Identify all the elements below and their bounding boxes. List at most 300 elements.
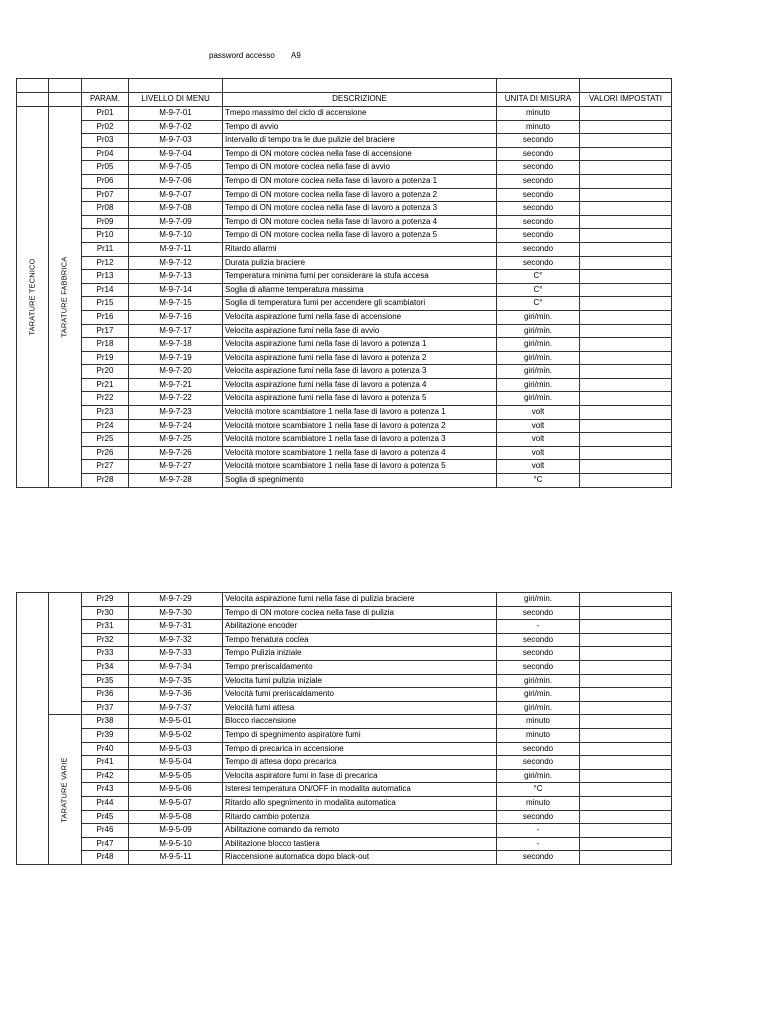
value-cell: [580, 851, 672, 865]
menu-level-cell: M-9-7-04: [129, 147, 223, 161]
param-cell: Pr03: [82, 134, 129, 148]
unit-cell: secondo: [497, 242, 580, 256]
menu-level-cell: M-9-5-04: [129, 756, 223, 770]
description-cell: Tempo di avvio: [223, 120, 497, 134]
table-row: [17, 769, 672, 783]
password-value: A9: [291, 51, 301, 60]
description-cell: Velocita aspirazione fumi nella fase di lavoro a potenza 5: [223, 392, 497, 406]
description-cell: Durata pulizia braciere: [223, 256, 497, 270]
value-cell: [580, 406, 672, 420]
table-row: [17, 742, 672, 756]
unit-cell: secondo: [497, 188, 580, 202]
unit-cell: secondo: [497, 647, 580, 661]
menu-level-cell: M-9-7-25: [129, 433, 223, 447]
menu-level-cell: M-9-7-10: [129, 229, 223, 243]
description-cell: Velocità motore scambiatore 1 nella fase di lavoro a potenza 4: [223, 446, 497, 460]
table-row: [17, 606, 672, 620]
description-cell: Velocita aspirazione fumi nella fase di accensione: [223, 310, 497, 324]
description-cell: Tempo di ON motore coclea nella fase di lavoro a potenza 1: [223, 174, 497, 188]
value-cell: [580, 365, 672, 379]
param-cell: Pr48: [82, 851, 129, 865]
header-spacer: [49, 79, 82, 93]
menu-level-cell: M-9-7-33: [129, 647, 223, 661]
unit-cell: minuto: [497, 120, 580, 134]
group-tarature-fabbrica: [49, 107, 82, 488]
value-cell: [580, 147, 672, 161]
value-cell: [580, 270, 672, 284]
menu-level-cell: M-9-7-22: [129, 392, 223, 406]
description-cell: Velocita aspirazione fumi nella fase di pulizia braciere: [223, 593, 497, 607]
param-cell: Pr09: [82, 215, 129, 229]
value-cell: [580, 188, 672, 202]
menu-level-cell: M-9-7-28: [129, 474, 223, 488]
description-cell: Abilitazione encoder: [223, 620, 497, 634]
description-cell: Velocita aspirazione fumi nella fase di lavoro a potenza 4: [223, 378, 497, 392]
table-row: [17, 242, 672, 256]
unit-cell: giri/min.: [497, 351, 580, 365]
unit-cell: -: [497, 837, 580, 851]
param-cell: Pr06: [82, 174, 129, 188]
unit-cell: minuto: [497, 796, 580, 810]
value-cell: [580, 769, 672, 783]
unit-cell: °C: [497, 474, 580, 488]
value-cell: [580, 297, 672, 311]
unit-cell: °C: [497, 783, 580, 797]
param-cell: Pr40: [82, 742, 129, 756]
unit-cell: giri/min.: [497, 338, 580, 352]
menu-level-cell: M-9-5-01: [129, 715, 223, 729]
table-row: [17, 107, 672, 121]
value-cell: [580, 647, 672, 661]
value-cell: [580, 620, 672, 634]
param-cell: Pr35: [82, 674, 129, 688]
description-cell: Tempo di precarica in accensione: [223, 742, 497, 756]
value-cell: [580, 783, 672, 797]
param-cell: Pr31: [82, 620, 129, 634]
header-spacer: [129, 79, 223, 93]
unit-cell: giri/min.: [497, 310, 580, 324]
unit-cell: secondo: [497, 174, 580, 188]
description-cell: Tempo di ON motore coclea nella fase di lavoro a potenza 4: [223, 215, 497, 229]
value-cell: [580, 837, 672, 851]
value-cell: [580, 107, 672, 121]
description-cell: Isteresi temperatura ON/OFF in modalita automatica: [223, 783, 497, 797]
menu-level-cell: M-9-7-35: [129, 674, 223, 688]
table-row: [17, 147, 672, 161]
menu-level-cell: M-9-7-18: [129, 338, 223, 352]
param-cell: Pr15: [82, 297, 129, 311]
description-cell: Soglia di allarme temperatura massima: [223, 283, 497, 297]
header-spacer: [82, 79, 129, 93]
description-cell: Tmepo massimo del ciclo di accensione: [223, 107, 497, 121]
unit-cell: secondo: [497, 215, 580, 229]
table-row: [17, 851, 672, 865]
description-cell: Temperatura minima fumi per considerare la stufa accesa: [223, 270, 497, 284]
unit-cell: secondo: [497, 134, 580, 148]
value-cell: [580, 338, 672, 352]
value-cell: [580, 756, 672, 770]
param-cell: Pr10: [82, 229, 129, 243]
table-row: [17, 283, 672, 297]
table-row: [17, 660, 672, 674]
description-cell: Tempo Pulizia iniziale: [223, 647, 497, 661]
table-row: [17, 351, 672, 365]
param-cell: Pr33: [82, 647, 129, 661]
param-cell: Pr43: [82, 783, 129, 797]
value-cell: [580, 460, 672, 474]
param-cell: Pr28: [82, 474, 129, 488]
table-row: [17, 174, 672, 188]
param-cell: Pr38: [82, 715, 129, 729]
group-tarature-tecnico: [17, 107, 49, 488]
header-spacer-row: [17, 79, 672, 93]
table-row: [17, 338, 672, 352]
value-cell: [580, 674, 672, 688]
description-cell: Ritardo allo spegnimento in modalita automatica: [223, 796, 497, 810]
menu-level-cell: M-9-7-02: [129, 120, 223, 134]
description-cell: Intervallo di tempo tra le due pulizie del braciere: [223, 134, 497, 148]
value-cell: [580, 392, 672, 406]
param-cell: Pr47: [82, 837, 129, 851]
description-cell: Velocita aspirazione fumi nella fase di avvio: [223, 324, 497, 338]
menu-level-cell: M-9-7-30: [129, 606, 223, 620]
param-cell: Pr41: [82, 756, 129, 770]
table-row: [17, 365, 672, 379]
param-cell: Pr42: [82, 769, 129, 783]
description-cell: Blocco riaccensione: [223, 715, 497, 729]
unit-cell: volt: [497, 433, 580, 447]
param-cell: Pr29: [82, 593, 129, 607]
value-cell: [580, 688, 672, 702]
menu-level-cell: M-9-7-36: [129, 688, 223, 702]
unit-cell: secondo: [497, 810, 580, 824]
group-tarature-tecnico-cont: [17, 593, 49, 865]
description-cell: Velocita aspirazione fumi nella fase di lavoro a potenza 3: [223, 365, 497, 379]
menu-level-cell: M-9-7-16: [129, 310, 223, 324]
password-line: [209, 51, 301, 60]
table-row: [17, 796, 672, 810]
unit-cell: secondo: [497, 606, 580, 620]
description-cell: Velocità fumi preriscaldamento: [223, 688, 497, 702]
table-row: [17, 310, 672, 324]
menu-level-cell: M-9-7-12: [129, 256, 223, 270]
col-header-description: DESCRIZIONE: [223, 93, 497, 107]
description-cell: Tempo di ON motore coclea nella fase di lavoro a potenza 2: [223, 188, 497, 202]
table-row: [17, 715, 672, 729]
menu-level-cell: M-9-5-05: [129, 769, 223, 783]
col-header-menu: LIVELLO DI MENU: [129, 93, 223, 107]
table-row: [17, 688, 672, 702]
header-blank: [17, 93, 49, 107]
menu-level-cell: M-9-7-17: [129, 324, 223, 338]
description-cell: Tempo frenatura coclea: [223, 633, 497, 647]
description-cell: Abilitazione blocco tastiera: [223, 837, 497, 851]
menu-level-cell: M-9-7-29: [129, 593, 223, 607]
menu-level-cell: M-9-7-13: [129, 270, 223, 284]
value-cell: [580, 202, 672, 216]
value-cell: [580, 633, 672, 647]
description-cell: Velocità motore scambiatore 1 nella fase di lavoro a potenza 5: [223, 460, 497, 474]
unit-cell: volt: [497, 446, 580, 460]
menu-level-cell: M-9-5-10: [129, 837, 223, 851]
description-cell: Tempo di attesa dopo precarica: [223, 756, 497, 770]
param-cell: Pr24: [82, 419, 129, 433]
menu-level-cell: M-9-7-03: [129, 134, 223, 148]
unit-cell: minuto: [497, 107, 580, 121]
menu-level-cell: M-9-7-14: [129, 283, 223, 297]
value-cell: [580, 324, 672, 338]
description-cell: Ritardo allarmi: [223, 242, 497, 256]
header-spacer: [497, 79, 580, 93]
param-cell: Pr26: [82, 446, 129, 460]
unit-cell: secondo: [497, 742, 580, 756]
param-cell: Pr04: [82, 147, 129, 161]
group-tarature-tecnico-label: TARATURE TECNICO: [27, 258, 37, 336]
param-cell: Pr21: [82, 378, 129, 392]
unit-cell: secondo: [497, 161, 580, 175]
menu-level-cell: M-9-5-07: [129, 796, 223, 810]
table-row: [17, 134, 672, 148]
param-cell: Pr34: [82, 660, 129, 674]
col-header-values: VALORI IMPOSTATI: [580, 93, 672, 107]
value-cell: [580, 824, 672, 838]
menu-level-cell: M-9-7-21: [129, 378, 223, 392]
group-tarature-fabbrica-cont: [49, 593, 82, 715]
param-cell: Pr20: [82, 365, 129, 379]
description-cell: Abilitazione comando da remoto: [223, 824, 497, 838]
value-cell: [580, 446, 672, 460]
value-cell: [580, 256, 672, 270]
unit-cell: giri/min.: [497, 688, 580, 702]
menu-level-cell: M-9-7-19: [129, 351, 223, 365]
description-cell: Soglia di temperatura fumi per accendere gli scambiatori: [223, 297, 497, 311]
table-row: [17, 728, 672, 742]
value-cell: [580, 120, 672, 134]
param-cell: Pr25: [82, 433, 129, 447]
unit-cell: -: [497, 824, 580, 838]
value-cell: [580, 378, 672, 392]
unit-cell: minuto: [497, 728, 580, 742]
unit-cell: C°: [497, 283, 580, 297]
unit-cell: giri/min.: [497, 701, 580, 715]
param-cell: Pr39: [82, 728, 129, 742]
col-header-unit: UNITA DI MISURA: [497, 93, 580, 107]
param-cell: Pr19: [82, 351, 129, 365]
table-row: [17, 824, 672, 838]
header-row: [17, 93, 672, 107]
value-cell: [580, 474, 672, 488]
menu-level-cell: M-9-7-07: [129, 188, 223, 202]
param-cell: Pr02: [82, 120, 129, 134]
table-row: [17, 593, 672, 607]
table-row: [17, 229, 672, 243]
unit-cell: secondo: [497, 229, 580, 243]
param-cell: Pr07: [82, 188, 129, 202]
description-cell: Velocità motore scambiatore 1 nella fase di lavoro a potenza 2: [223, 419, 497, 433]
table-row: [17, 647, 672, 661]
description-cell: Velocita aspiratore fumi in fase di precarica: [223, 769, 497, 783]
value-cell: [580, 310, 672, 324]
unit-cell: C°: [497, 270, 580, 284]
param-cell: Pr44: [82, 796, 129, 810]
value-cell: [580, 283, 672, 297]
unit-cell: giri/min.: [497, 365, 580, 379]
table-row: [17, 324, 672, 338]
header-spacer: [580, 79, 672, 93]
unit-cell: secondo: [497, 256, 580, 270]
parameters-table-2: [16, 592, 672, 865]
value-cell: [580, 606, 672, 620]
table-row: [17, 433, 672, 447]
param-cell: Pr17: [82, 324, 129, 338]
value-cell: [580, 419, 672, 433]
unit-cell: giri/min.: [497, 378, 580, 392]
menu-level-cell: M-9-7-34: [129, 660, 223, 674]
param-cell: Pr23: [82, 406, 129, 420]
table-row: [17, 392, 672, 406]
table-row: [17, 810, 672, 824]
param-cell: Pr46: [82, 824, 129, 838]
menu-level-cell: M-9-5-06: [129, 783, 223, 797]
group-tarature-varie-label: TARATURE VARIE: [59, 757, 69, 823]
description-cell: Velocita aspirazione fumi nella fase di lavoro a potenza 1: [223, 338, 497, 352]
unit-cell: volt: [497, 406, 580, 420]
param-cell: Pr37: [82, 701, 129, 715]
menu-level-cell: M-9-7-01: [129, 107, 223, 121]
description-cell: Velocità fumi attesa: [223, 701, 497, 715]
unit-cell: C°: [497, 297, 580, 311]
description-cell: Velocita fumi pulizia iniziale: [223, 674, 497, 688]
value-cell: [580, 742, 672, 756]
unit-cell: secondo: [497, 633, 580, 647]
description-cell: Tempo di ON motore coclea nella fase di lavoro a potenza 5: [223, 229, 497, 243]
table-row: [17, 215, 672, 229]
table-row: [17, 837, 672, 851]
description-cell: Ritardo cambio potenza: [223, 810, 497, 824]
description-cell: Tempo di ON motore coclea nella fase di lavoro a potenza 3: [223, 202, 497, 216]
value-cell: [580, 728, 672, 742]
unit-cell: giri/min.: [497, 593, 580, 607]
param-cell: Pr05: [82, 161, 129, 175]
param-cell: Pr36: [82, 688, 129, 702]
description-cell: Tempo preriscaldamento: [223, 660, 497, 674]
unit-cell: secondo: [497, 202, 580, 216]
group-tarature-varie: [49, 715, 82, 865]
table-row: [17, 783, 672, 797]
description-cell: Velocità motore scambiatore 1 nella fase di lavoro a potenza 3: [223, 433, 497, 447]
menu-level-cell: M-9-7-23: [129, 406, 223, 420]
table-2-body: [17, 593, 672, 865]
table-row: [17, 620, 672, 634]
menu-level-cell: M-9-7-24: [129, 419, 223, 433]
table-row: [17, 446, 672, 460]
table-row: [17, 120, 672, 134]
description-cell: Tempo di spegnimento aspiratore fumi: [223, 728, 497, 742]
value-cell: [580, 433, 672, 447]
param-cell: Pr45: [82, 810, 129, 824]
value-cell: [580, 715, 672, 729]
password-label: password accesso: [209, 51, 275, 60]
description-cell: Velocita aspirazione fumi nella fase di lavoro a potenza 2: [223, 351, 497, 365]
value-cell: [580, 593, 672, 607]
unit-cell: giri/min.: [497, 392, 580, 406]
value-cell: [580, 796, 672, 810]
param-cell: Pr16: [82, 310, 129, 324]
param-cell: Pr01: [82, 107, 129, 121]
table-row: [17, 270, 672, 284]
value-cell: [580, 660, 672, 674]
value-cell: [580, 215, 672, 229]
value-cell: [580, 810, 672, 824]
value-cell: [580, 351, 672, 365]
unit-cell: giri/min.: [497, 674, 580, 688]
description-cell: Riaccensione automatica dopo black-out: [223, 851, 497, 865]
param-cell: Pr11: [82, 242, 129, 256]
param-cell: Pr22: [82, 392, 129, 406]
table-row: [17, 674, 672, 688]
unit-cell: volt: [497, 419, 580, 433]
menu-level-cell: M-9-7-11: [129, 242, 223, 256]
menu-level-cell: M-9-7-09: [129, 215, 223, 229]
menu-level-cell: M-9-7-27: [129, 460, 223, 474]
value-cell: [580, 174, 672, 188]
description-cell: Tempo di ON motore coclea nella fase di pulizia: [223, 606, 497, 620]
group-tarature-fabbrica-label: TARATURE FABBRICA: [59, 256, 69, 338]
param-cell: Pr32: [82, 633, 129, 647]
table-1-body: [17, 107, 672, 488]
param-cell: Pr27: [82, 460, 129, 474]
menu-level-cell: M-9-5-08: [129, 810, 223, 824]
col-header-param: PARAM.: [82, 93, 129, 107]
table-row: [17, 419, 672, 433]
param-cell: Pr12: [82, 256, 129, 270]
menu-level-cell: M-9-7-15: [129, 297, 223, 311]
table-row: [17, 406, 672, 420]
table-row: [17, 188, 672, 202]
table-row: [17, 701, 672, 715]
table-row: [17, 460, 672, 474]
menu-level-cell: M-9-5-03: [129, 742, 223, 756]
param-cell: Pr30: [82, 606, 129, 620]
table-row: [17, 161, 672, 175]
param-cell: Pr13: [82, 270, 129, 284]
unit-cell: secondo: [497, 147, 580, 161]
description-cell: Tempo di ON motore coclea nella fase di accensione: [223, 147, 497, 161]
value-cell: [580, 701, 672, 715]
table-row: [17, 297, 672, 311]
param-cell: Pr14: [82, 283, 129, 297]
menu-level-cell: M-9-5-09: [129, 824, 223, 838]
value-cell: [580, 134, 672, 148]
value-cell: [580, 161, 672, 175]
unit-cell: giri/min.: [497, 769, 580, 783]
menu-level-cell: M-9-5-02: [129, 728, 223, 742]
menu-level-cell: M-9-5-11: [129, 851, 223, 865]
menu-level-cell: M-9-7-32: [129, 633, 223, 647]
table-row: [17, 256, 672, 270]
menu-level-cell: M-9-7-05: [129, 161, 223, 175]
menu-level-cell: M-9-7-20: [129, 365, 223, 379]
parameters-table-1: [16, 78, 672, 488]
unit-cell: volt: [497, 460, 580, 474]
header-spacer: [17, 79, 49, 93]
menu-level-cell: M-9-7-06: [129, 174, 223, 188]
unit-cell: giri/min.: [497, 324, 580, 338]
unit-cell: secondo: [497, 851, 580, 865]
table-row: [17, 202, 672, 216]
menu-level-cell: M-9-7-31: [129, 620, 223, 634]
table-row: [17, 474, 672, 488]
